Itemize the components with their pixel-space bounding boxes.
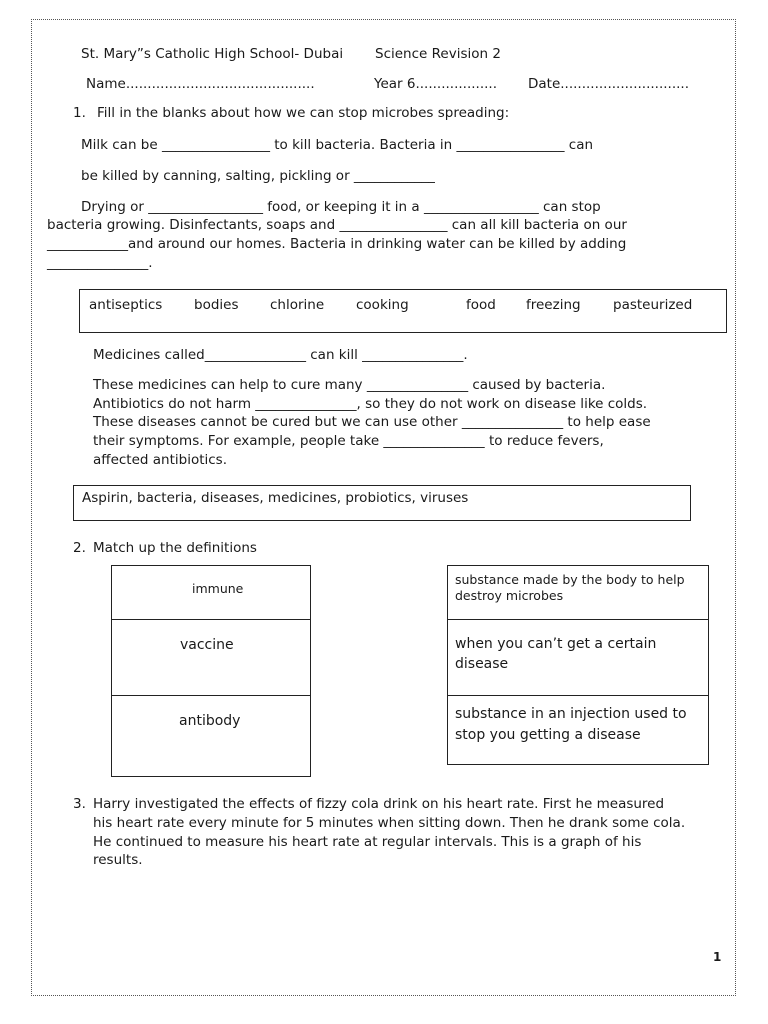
definition-cell[interactable] bbox=[447, 695, 709, 765]
term-label: vaccine bbox=[180, 637, 234, 653]
q3-number: 3. bbox=[73, 796, 86, 812]
term-label: immune bbox=[192, 581, 244, 596]
term-label: antibody bbox=[179, 713, 241, 729]
q3-line-2: his heart rate every minute for 5 minutes when sitting down. Then he drank some cola. bbox=[93, 815, 686, 831]
q2-number: 2. bbox=[73, 540, 86, 556]
word-bank-1 bbox=[79, 289, 727, 333]
q1-line-6: _______________. bbox=[47, 255, 153, 271]
q1-number: 1. bbox=[73, 105, 86, 121]
worksheet-title: Science Revision 2 bbox=[375, 46, 501, 62]
medicines-line: Medicines called_______________ can kill _______________. bbox=[93, 347, 468, 363]
term-cell[interactable] bbox=[111, 695, 311, 777]
q1-line-2: be killed by canning, salting, pickling or ____________ bbox=[81, 168, 435, 184]
word-bank-2 bbox=[73, 485, 691, 521]
term-cell[interactable] bbox=[111, 619, 311, 696]
definition-cell[interactable] bbox=[447, 619, 709, 696]
word-bank-item: bodies bbox=[194, 297, 239, 313]
term-cell[interactable] bbox=[111, 565, 311, 620]
year-field: Year 6................... bbox=[374, 76, 497, 92]
word-bank-item: freezing bbox=[526, 297, 581, 313]
para-line-4: their symptoms. For example, people take _______________ to reduce fevers, bbox=[93, 433, 604, 449]
q3-line-4: results. bbox=[93, 852, 143, 868]
definition-label: substance in an injection used to stop you getting a disease bbox=[455, 706, 687, 743]
definition-label: when you can’t get a certain disease bbox=[455, 636, 657, 672]
q1-line-5: ____________and around our homes. Bacteria in drinking water can be killed by adding bbox=[47, 236, 627, 252]
para-line-3: These diseases cannot be cured but we can use other _______________ to help ease bbox=[93, 414, 651, 430]
q2-prompt: Match up the definitions bbox=[93, 540, 257, 556]
word-bank-item: food bbox=[466, 297, 496, 313]
para-line-2: Antibiotics do not harm _______________, so they do not work on disease like colds. bbox=[93, 396, 648, 412]
para-line-1: These medicines can help to cure many _______________ caused by bacteria. bbox=[93, 377, 606, 393]
definition-cell[interactable] bbox=[447, 565, 709, 620]
word-bank-item: pasteurized bbox=[613, 297, 693, 313]
q3-line-3: He continued to measure his heart rate at regular intervals. This is a graph of his bbox=[93, 834, 642, 850]
word-bank-item: antiseptics bbox=[89, 297, 163, 313]
q3-line-1: Harry investigated the effects of fizzy cola drink on his heart rate. First he measured bbox=[93, 796, 665, 812]
q1-line-1: Milk can be ________________ to kill bacteria. Bacteria in ________________ can bbox=[81, 137, 594, 153]
date-field: Date.............................. bbox=[528, 76, 690, 92]
page-number: 1 bbox=[713, 950, 722, 964]
name-field: Name............................................ bbox=[86, 76, 315, 92]
q1-prompt: Fill in the blanks about how we can stop microbes spreading: bbox=[97, 105, 510, 121]
word-bank-2-text: Aspirin, bacteria, diseases, medicines, probiotics, viruses bbox=[82, 490, 469, 506]
word-bank-item: cooking bbox=[356, 297, 409, 313]
definition-label: substance made by the body to help destroy microbes bbox=[455, 572, 685, 603]
q1-line-3: Drying or _________________ food, or keeping it in a _________________ can stop bbox=[81, 199, 601, 215]
word-bank-item: chlorine bbox=[270, 297, 325, 313]
school-name: St. Mary”s Catholic High School- Dubai bbox=[81, 46, 344, 62]
para-line-5: affected antibiotics. bbox=[93, 452, 228, 468]
q1-line-4: bacteria growing. Disinfectants, soaps and ________________ can all kill bacteria on our bbox=[47, 217, 627, 233]
